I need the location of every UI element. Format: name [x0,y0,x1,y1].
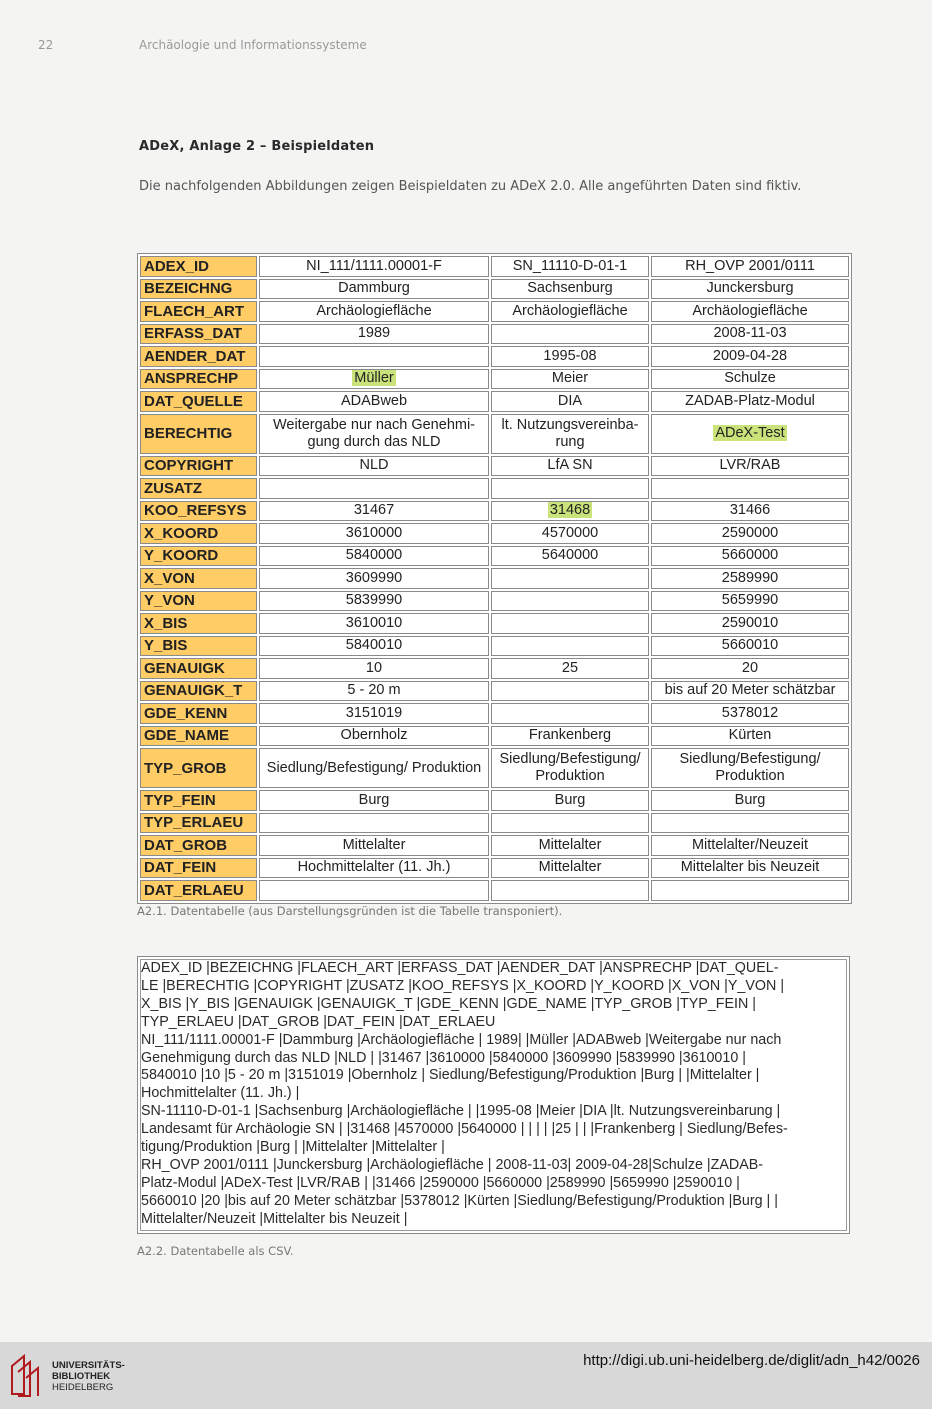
value-cell [259,613,489,634]
data-table-container [137,253,852,904]
table-row [140,835,849,856]
value-cell [491,813,649,834]
value-text: LfA SN [547,457,593,474]
value-text: 5660000 [721,547,779,564]
value-cell [259,546,489,567]
table-row [140,391,849,412]
value-cell [491,346,649,367]
csv-line: NI_111/1111.00001-F |Dammburg |Archäologiefläche | 1989| |Müller |ADABweb |Weitergabe nur nach [141,1031,782,1048]
value-cell [259,748,489,788]
value-cell [259,726,489,747]
value-cell [491,790,649,811]
table-row [140,613,849,634]
value-cell [491,880,649,901]
table-row [140,703,849,724]
value-text: Mittelalter bis Neuzeit [680,859,820,876]
field-name-cell: TYP_ERLAEU [140,813,257,834]
value-text: Archäologiefläche [692,302,808,319]
value-text: 31468 [549,502,591,519]
value-cell [651,523,849,544]
value-text: 25 [561,659,579,676]
value-text: lt. Nutzungsvereinba-rung [501,416,639,450]
field-name-cell: ADEX_ID [140,256,257,277]
field-name-cell: GENAUIGK [140,658,257,679]
value-cell [259,523,489,544]
value-cell [259,658,489,679]
value-cell [491,681,649,702]
value-cell [651,478,849,499]
value-cell [491,568,649,589]
csv-line: LE |BERECHTIG |COPYRIGHT |ZUSATZ |KOO_REFSYS |X_KOORD |Y_KOORD |X_VON |Y_VON | [141,977,785,994]
value-cell [259,681,489,702]
field-name-cell: BERECHTIG [140,414,257,454]
value-cell [651,613,849,634]
value-text: 3610000 [345,524,403,541]
value-text: 31467 [353,502,395,519]
source-url-link[interactable]: http://digi.ub.uni-heidelberg.de/diglit/adn_h42/0026 [583,1352,920,1369]
value-cell [651,324,849,345]
value-cell [259,835,489,856]
value-cell [651,568,849,589]
intro-text: Die nachfolgenden Abbildungen zeigen Beispieldaten zu ADeX 2.0. Alle angeführten Daten sind fiktiv. [139,179,802,194]
csv-line: tigung/Produktion |Burg | |Mittelalter |Mittelalter | [141,1139,445,1156]
value-text: 5378012 [721,704,779,721]
table-row [140,636,849,657]
field-name-cell: X_VON [140,568,257,589]
footer-bar [0,1342,932,1409]
value-text: Weitergabe nur nach Genehmi-gung durch das NLD [272,416,476,450]
field-name-cell: ERFASS_DAT [140,324,257,345]
csv-line: SN-11110-D-01-1 |Sachsenburg |Archäologiefläche | |1995-08 |Meier |DIA |lt. Nutzungsvereinbarung | [141,1103,781,1120]
value-cell [651,658,849,679]
value-text: Schulze [724,370,776,387]
table-row [140,658,849,679]
value-cell [651,681,849,702]
value-cell [259,790,489,811]
value-text: 1989 [357,325,391,342]
value-cell [491,835,649,856]
value-cell [651,369,849,390]
value-cell [259,813,489,834]
value-cell [491,546,649,567]
field-name-cell: X_KOORD [140,523,257,544]
value-cell [491,726,649,747]
field-name-cell: GDE_KENN [140,703,257,724]
csv-line: Genehmigung durch das NLD |NLD | |31467 |3610000 |5840000 |3609990 |5839990 |3610010 | [141,1049,746,1066]
field-name-cell: GDE_NAME [140,726,257,747]
table-row [140,346,849,367]
value-cell [259,591,489,612]
value-cell [651,858,849,879]
value-text: Sachsenburg [527,280,613,297]
value-cell [651,456,849,477]
page-number: 22 [38,38,54,52]
value-cell [491,456,649,477]
value-cell [259,568,489,589]
value-text: bis auf 20 Meter schätzbar [664,682,836,699]
table-row [140,414,849,454]
value-cell [491,703,649,724]
value-text: RH_OVP 2001/0111 [685,257,815,274]
field-name-cell: DAT_ERLAEU [140,880,257,901]
table-caption: A2.1. Datentabelle (aus Darstellungsgründen ist die Tabelle transponiert). [137,904,563,918]
value-cell [651,835,849,856]
table-row [140,523,849,544]
table-row [140,568,849,589]
value-cell [651,501,849,522]
value-text: 5640000 [541,547,599,564]
field-name-cell: Y_VON [140,591,257,612]
table-row [140,279,849,300]
value-cell [491,658,649,679]
field-name-cell: ANSPRECHP [140,369,257,390]
value-cell [651,726,849,747]
field-name-cell: BEZEICHNG [140,279,257,300]
value-text: LVR/RAB [719,457,781,474]
value-text: Archäologiefläche [316,302,432,319]
value-cell [491,501,649,522]
running-title: Archäologie und Informationssysteme [139,38,367,52]
value-cell [259,369,489,390]
value-cell [491,858,649,879]
value-text: Mittelalter [538,836,602,853]
value-cell [651,703,849,724]
field-name-cell: DAT_QUELLE [140,391,257,412]
value-cell [491,301,649,322]
field-name-cell: GENAUIGK_T [140,681,257,702]
csv-line: Platz-Modul |ADeX-Test |LVR/RAB | |31466 |2590000 |5660000 |2589990 |5659990 |2590010 | [141,1174,740,1191]
value-cell [651,256,849,277]
field-name-cell: Y_KOORD [140,546,257,567]
value-text: Hochmittelalter (11. Jh.) [297,859,451,876]
value-text: 3609990 [345,569,403,586]
value-cell [259,391,489,412]
value-text: Meier [551,370,589,387]
value-text: Mittelalter [342,836,406,853]
value-text: 20 [741,659,759,676]
value-text: 5660010 [721,637,779,654]
value-text: 2589990 [721,569,779,586]
csv-text [141,960,845,1229]
csv-line: Mittelalter/Neuzeit |Mittelalter bis Neuzeit | [141,1210,408,1227]
table-row [140,256,849,277]
value-cell [651,391,849,412]
value-text: ZADAB-Platz-Modul [685,392,815,409]
table-row [140,726,849,747]
csv-line: 5840010 |10 |5 - 20 m |3151019 |Obernholz | Siedlung/Befestigung/Produktion |Burg | |Mittelalter | [141,1067,760,1084]
library-logo-icon [8,1352,48,1398]
table-row [140,546,849,567]
csv-box [137,956,850,1234]
value-text: ADABweb [340,392,408,409]
csv-caption: A2.2. Datentabelle als CSV. [137,1244,294,1258]
csv-line: Landesamt für Archäologie SN | |31468 |4570000 |5640000 | | | | |25 | | |Frankenberg | Siedlung/Befes- [141,1121,788,1138]
value-cell [259,256,489,277]
value-text: Siedlung/Befestigung/ Produktion [266,759,482,776]
value-text: Frankenberg [528,727,612,744]
field-name-cell: KOO_REFSYS [140,501,257,522]
value-cell [651,414,849,454]
library-logo[interactable] [8,1352,148,1400]
value-text: Mittelalter/Neuzeit [691,836,809,853]
table-row [140,301,849,322]
value-text: NI_111/1111.00001-F [306,257,442,274]
value-cell [651,346,849,367]
logo-line-3: HEIDELBERG [52,1382,114,1393]
value-text: 5840000 [345,547,403,564]
table-row [140,748,849,788]
value-text: 3610010 [345,614,403,631]
value-text: 1995-08 [543,347,597,364]
value-text: 31466 [729,502,771,519]
value-cell [651,636,849,657]
value-cell [259,324,489,345]
value-cell [491,256,649,277]
value-text: Siedlung/Befestigung/ Produktion [499,751,641,784]
value-cell [259,858,489,879]
table-row [140,456,849,477]
value-text: SN_11110-D-01-1 [512,257,628,274]
value-text: 5 - 20 m [347,682,401,699]
field-name-cell: ZUSATZ [140,478,257,499]
field-name-cell: FLAECH_ART [140,301,257,322]
field-name-cell: TYP_FEIN [140,790,257,811]
value-text: 5659990 [721,592,779,609]
value-cell [259,880,489,901]
value-text: Dammburg [338,280,410,297]
value-cell [259,301,489,322]
table-row [140,478,849,499]
logo-line-2: BIBLIOTHEK [52,1371,111,1382]
value-text: 5839990 [345,592,403,609]
table-row [140,880,849,901]
value-text: Archäologiefläche [512,302,628,319]
value-text: ADeX-Test [715,425,785,441]
value-cell [259,703,489,724]
table-row [140,369,849,390]
value-text: 2590000 [721,524,779,541]
table-row [140,324,849,345]
csv-line: ADEX_ID |BEZEICHNG |FLAECH_ART |ERFASS_DAT |AENDER_DAT |ANSPRECHP |DAT_QUEL- [141,960,779,976]
value-text: Kürten [728,727,772,744]
field-name-cell: TYP_GROB [140,748,257,788]
value-cell [259,478,489,499]
library-logo-text [52,1360,125,1393]
value-cell [491,414,649,454]
value-text: Burg [358,791,390,808]
value-cell [651,790,849,811]
value-cell [259,279,489,300]
value-cell [491,748,649,788]
value-text: Mittelalter [538,859,602,876]
table-row [140,591,849,612]
value-cell [651,279,849,300]
value-cell [491,591,649,612]
value-text: Siedlung/Befestigung/ Produktion [679,751,821,784]
csv-line: X_BIS |Y_BIS |GENAUIGK |GENAUIGK_T |GDE_KENN |GDE_NAME |TYP_GROB |TYP_FEIN | [141,995,756,1012]
value-text: 4570000 [541,524,599,541]
value-cell [651,591,849,612]
value-text: NLD [359,457,389,474]
field-name-cell: DAT_FEIN [140,858,257,879]
table-row [140,790,849,811]
table-row [140,681,849,702]
value-text: 2590010 [721,614,779,631]
table-row [140,813,849,834]
field-name-cell: AENDER_DAT [140,346,257,367]
value-cell [651,301,849,322]
section-title: ADeX, Anlage 2 – Beispieldaten [139,139,375,154]
value-text: 2008-11-03 [713,325,787,342]
value-cell [491,324,649,345]
value-text: Burg [734,791,766,808]
value-cell [491,613,649,634]
value-cell [491,391,649,412]
value-text: Müller [354,370,394,387]
csv-line: 5660010 |20 |bis auf 20 Meter schätzbar |5378012 |Kürten |Siedlung/Befestigung/Produktion |Burg | | [141,1192,778,1209]
value-text: 10 [365,659,383,676]
value-cell [259,414,489,454]
value-text: DIA [557,392,583,409]
field-name-cell: COPYRIGHT [140,456,257,477]
value-cell [651,546,849,567]
value-text: Junckersburg [706,280,794,297]
field-name-cell: X_BIS [140,613,257,634]
value-cell [651,813,849,834]
logo-line-1: UNIVERSITÄTS- [52,1360,125,1371]
value-cell [259,636,489,657]
value-text: 3151019 [345,704,403,721]
value-cell [259,456,489,477]
value-cell [491,369,649,390]
table-row [140,858,849,879]
value-cell [651,748,849,788]
value-text: 2009-04-28 [712,347,788,364]
csv-line: TYP_ERLAEU |DAT_GROB |DAT_FEIN |DAT_ERLAEU [141,1013,496,1030]
field-name-cell: Y_BIS [140,636,257,657]
value-cell [259,346,489,367]
csv-line: Hochmittelalter (11. Jh.) | [141,1085,300,1102]
data-table [137,253,852,904]
value-text: Burg [554,791,586,808]
value-cell [491,523,649,544]
value-text: Obernholz [340,727,408,744]
value-cell [259,501,489,522]
value-cell [651,880,849,901]
value-cell [491,636,649,657]
csv-line: RH_OVP 2001/0111 |Junckersburg |Archäologiefläche | 2008-11-03| 2009-04-28|Schulze |ZADAB- [141,1156,764,1173]
field-name-cell: DAT_GROB [140,835,257,856]
table-row [140,501,849,522]
value-text: 5840010 [345,637,403,654]
value-cell [491,478,649,499]
value-cell [491,279,649,300]
